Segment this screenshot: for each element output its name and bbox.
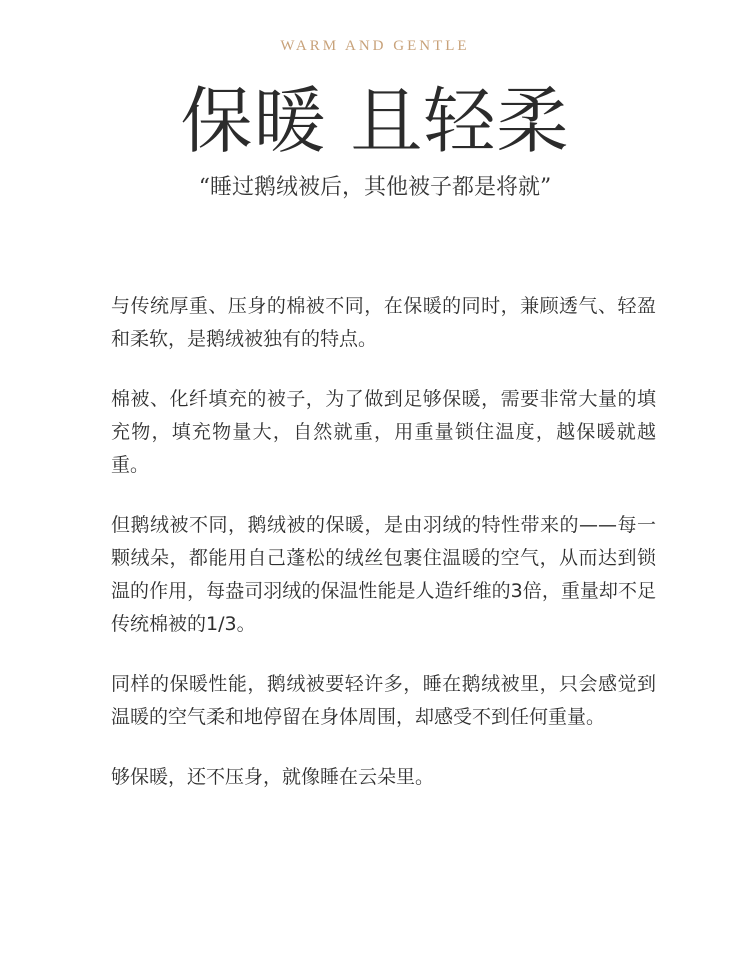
body-text [111, 290, 656, 821]
paragraph: 同样的保暖性能，鹅绒被要轻许多，睡在鹅绒被里，只会感觉到温暖的空气柔和地停留在身体周围，却感受不到任何重量。 [111, 673, 656, 728]
quote-subtitle: “睡过鹅绒被后，其他被子都是将就” [198, 175, 552, 200]
paragraph: 与传统厚重、压身的棉被不同，在保暖的同时，兼顾透气、轻盈和柔软，是鹅绒被独有的特点。 [111, 295, 656, 350]
paragraph: 棉被、化纤填充的被子，为了做到足够保暖，需要非常大量的填充物，填充物量大，自然就重，用重量锁住温度，越保暖就越重。 [111, 388, 656, 476]
paragraph: 但鹅绒被不同，鹅绒被的保暖，是由羽绒的特性带来的——每一颗绒朵，都能用自己蓬松的绒丝包裹住温暖的空气，从而达到锁温的作用，每盎司羽绒的保温性能是人造纤维的3倍，重量却不足传统棉被的1/3。 [111, 514, 656, 635]
paragraph: 够保暖，还不压身，就像睡在云朵里。 [111, 766, 435, 788]
page-title: 保暖 且轻柔 [180, 79, 570, 163]
eyebrow-tagline: WARM AND GENTLE [280, 38, 470, 54]
